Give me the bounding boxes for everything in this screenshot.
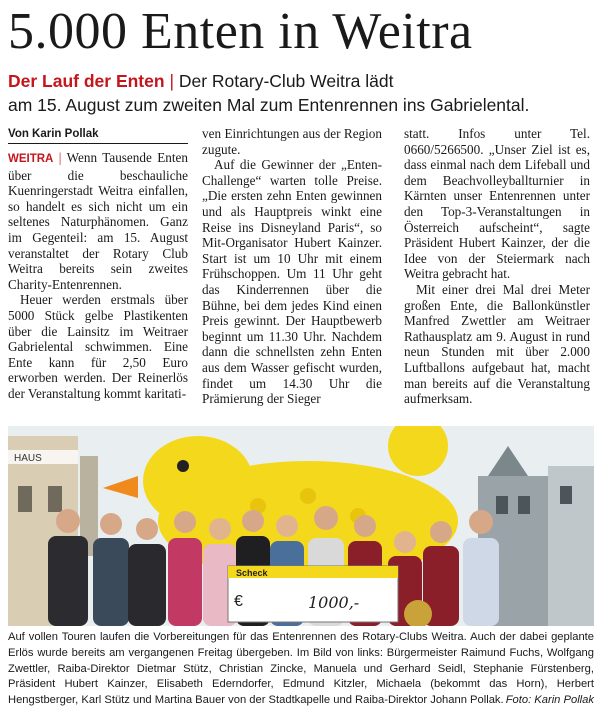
- paragraph: [8, 150, 188, 292]
- photo-credit: Foto: Karin Pollak: [505, 694, 594, 707]
- column-2: [202, 126, 382, 407]
- photo-illustration: [8, 426, 594, 626]
- subhead-separator: |: [169, 71, 174, 91]
- paragraph: Auf die Gewinner der „Enten-Challenge“ warten tolle Preise. „Die ersten zehn Enten gewinnen und als Hauptpreis winkt eine Reise ins Disneyland Paris“, so Mit-Organisator Hubert Kainzer. Start ist um 10 Uhr mit einem Frühschoppen. Um 11 Uhr geht das Kinderrennen über die Bühne, bei dem jedes Kind einen Preis gewinnt. Der Hauptbewerb beginnt um 11.30 Uhr. Nachdem dann die schnellsten zehn Enten aus dem Wasser gefischt wurden, findet um 14.30 Uhr die Prämierung der Sieger: [202, 157, 382, 407]
- paragraph: ven Einrichtungen aus der Region zugute.: [202, 126, 382, 157]
- photo-caption: [8, 630, 594, 709]
- subhead: [8, 69, 594, 117]
- column-3: [404, 126, 590, 407]
- byline: Von Karin Pollak: [8, 126, 188, 144]
- paragraph: Mit einer drei Mal drei Meter großen Ente, die Ballonkünstler Manfred Zwettler am Weitraer Rathausplatz am 9. August in rund neun Stunden mit über 2.000 Luftballons aufgebaut hat, macht man bereits auf die Veranstaltung aufmerksam.: [404, 281, 590, 407]
- cheque-brand: Scheck: [236, 568, 268, 578]
- dateline-separator: |: [58, 150, 62, 165]
- dateline: WEITRA: [8, 153, 54, 165]
- paragraph-text: Wenn Tausende Enten über die beschauliche Kuenringerstadt Weitra einfallen, so handelt es sich nicht um ein seltenes Naturphänomen. Ganz im Gegenteil: am 15. August veranstaltet der Rotary Club Weitra bereits sein zweites Charity-Entenrennen.: [8, 150, 189, 292]
- subhead-line2: am 15. August zum zweiten Mal zum Entenrennen ins Gabrielental.: [8, 95, 530, 115]
- subhead-kicker: Der Lauf der Enten: [8, 71, 165, 91]
- caption-text: Auf vollen Touren laufen die Vorbereitungen für das Entenrennen des Rotary-Clubs Weitra. Auch der dabei geplante Erlös wurde bereits am vergangenen Freitag übergeben. Im Bild von links: Bürgermeister Raimund Fuchs, Wolfgang Zwettler, Raiba-Direktor Dietmar Stütz, Christian Zincke, Manuela und Gerhard Seidl, Stephanie Fürstenberg, Präsident Hubert Kainzer, Elisabeth Ederndorfer, Edmund Kitzler, Michaela (bekommt das Horn), Herbert Hengstberger, Karl Stütz und Martina Bauer von der Stadtkapelle und Raiba-Direktor Johann Pollak.: [8, 631, 594, 707]
- building-sign: HAUS: [14, 453, 42, 464]
- cheque-amount: 1000,-: [308, 593, 360, 612]
- article-body: [8, 126, 594, 426]
- group-photo: [8, 426, 594, 626]
- paragraph: Heuer werden erstmals über 5000 Stück gelbe Plastikenten über die Lainsitz im Weitraer Gabrielental schwimmen. Eine Ente kann für 2,50 Euro erworben werden. Der Reinerlös der Veranstaltung kommt karitati-: [8, 292, 188, 401]
- cheque-board: [228, 566, 398, 622]
- subhead-line1: Der Rotary-Club Weitra lädt: [178, 71, 394, 91]
- headline: 5.000 Enten in Weitra: [8, 3, 473, 60]
- cheque-currency: €: [234, 593, 243, 610]
- column-1: [8, 126, 188, 402]
- paragraph: statt. Infos unter Tel. 0660/5266500. „Unser Ziel ist es, dass einmal nach dem Lifeball und dem Beachvolleyballturnier in Kärnten unser Entenrennen unter den Top-3-Veranstaltungen in Österreich aufscheint“, sagte Präsident Hubert Kainzer, der die Idee von der Steiermark nach Weitra gebracht hat.: [404, 126, 590, 282]
